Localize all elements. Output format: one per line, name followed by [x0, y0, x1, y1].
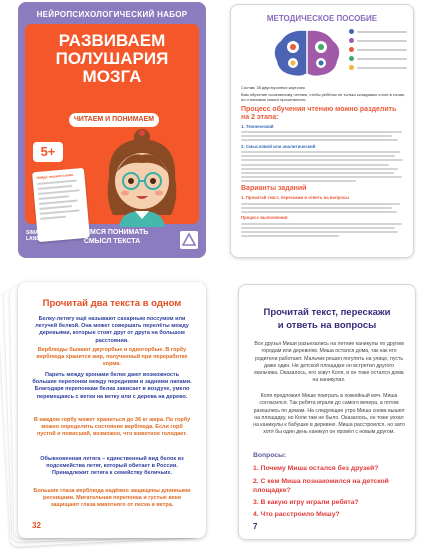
age-badge: 5+ [33, 142, 63, 162]
triangle-logo-icon [180, 231, 198, 249]
manual-legend [349, 29, 407, 74]
manual-body: Состав: 35 двусторонних карточек. Вам обучение осознанному чтению, чтобы ребёнок не только складывал слоги в слова, но и понимал смысл прочитанного. Процесс обучения чтению можно разделить на 2 этапа: 1. Технический 2. Смысловой или аналитический Варианты заданий 1. Прочитай текст, перескажи и ответь на вопросы Процесс выполнения: [241, 85, 405, 239]
questions-heading: Вопросы: [253, 452, 287, 459]
manual-title: МЕТОДИЧЕСКОЕ ПОСОБИЕ [266, 14, 378, 23]
cover-bottom-text: УЧИМСЯ ПОНИМАТЬ СМЫСЛ ТЕКСТА [75, 229, 149, 245]
story-paragraph-2: Коля предложил Мише поиграть в хоккейный мяч. Миша согласился. Так ребята играли до самого вечера, а потом разошлись по домам. На следующее утро Миша снова вышел на площадку, но Коли там не было. Оказалось, он тоже уехал на каникулы к бабушке в деревню. Миша расстроился, но зато хотя бы один день каникул он провёл с новым другом. [253, 393, 405, 436]
manual-card [230, 4, 414, 258]
question-1: 1. Почему Миша остался без друзей? [253, 465, 379, 472]
paragraph-blue-3: Обыкновенная летяга – единственный вид белок из подсемейства летяг, который обитает в России. Принадлежит летяга к семейству беличьих. [40, 456, 184, 477]
paragraph-orange-3: Большие глаза верблюда надёжно защищены длинными ресницами. Мигательная перепонка и густые веки защищают глаза животного от песка и ветра. [33, 488, 191, 509]
question-4: 4. Что расстроило Мишу? [253, 511, 340, 518]
cover-kicker: НЕЙРОПСИХОЛОГИЧЕСКИЙ НАБОР [36, 10, 188, 19]
task-7-title: Прочитай текст, перескажи и ответь на вопросы [263, 307, 391, 331]
brand-logo: SIMA LAND [26, 230, 40, 242]
girl-illustration [87, 129, 197, 227]
task-card-32 [18, 282, 206, 538]
cover-panel [25, 24, 199, 224]
paragraph-orange-2: В каждом горбу может храниться до 36 кг жира. По горбу можно определить состояние верблюда. Если горб пустой и повисший, возможно, что животное голодает. [33, 417, 191, 438]
process-heading: Процесс обучения чтению можно разделить на 2 этапа: [241, 105, 397, 121]
cover-title: РАЗВИВАЕМ ПОЛУШАРИЯ МОЗГА [55, 31, 169, 86]
page-number: 7 [253, 522, 258, 531]
question-3: 3. В какую игру играли ребята? [253, 499, 359, 506]
paragraph-blue-2: Парить между кронами белке дают возможность большие перепонки между передними и задними лапами. Благодаря перепонкам белка зависает в воздухе, умело перемещаясь с ветки на ветку или с дерева на дерево. [32, 372, 192, 400]
question-2: 2. С кем Миша познакомился на детской площадке? [253, 478, 389, 494]
story-paragraph-1: Все друзья Миши разъехались на летние каникулы по другим городам или деревням. Миша остался дома, так как его родители работают. Мальчик решил погулять на улице, пусть даже один. Не детской площадке он встретил другого мальчика. Оказалось, его зовут Коля, и он тоже остался дома на каникулах. [254, 341, 404, 384]
paragraph-blue-1: Белку-летягу ещё называют сахарным поссумом или летучей белкой. Она может совершать перелёты между деревьями, которые стоят друг от друга на большом расстоянии. [35, 316, 189, 344]
page-number: 32 [32, 521, 41, 530]
cover-card [18, 2, 206, 258]
variants-heading: Варианты заданий [241, 185, 307, 193]
task-card-7 [238, 284, 416, 540]
cover-subtitle: ЧИТАЕМ И ПОНИМАЕМ [69, 113, 159, 127]
task-32-title: Прочитай два текста в одном [42, 298, 182, 309]
brain-diagram-icon [269, 27, 345, 79]
cover-mini-card: Найди лишнее слово [32, 168, 90, 242]
paragraph-orange-1: Верблюды бывают двугорбые и одногорбые. В горбу верблюда хранится жир, полученный при переработке корма. [36, 347, 188, 368]
